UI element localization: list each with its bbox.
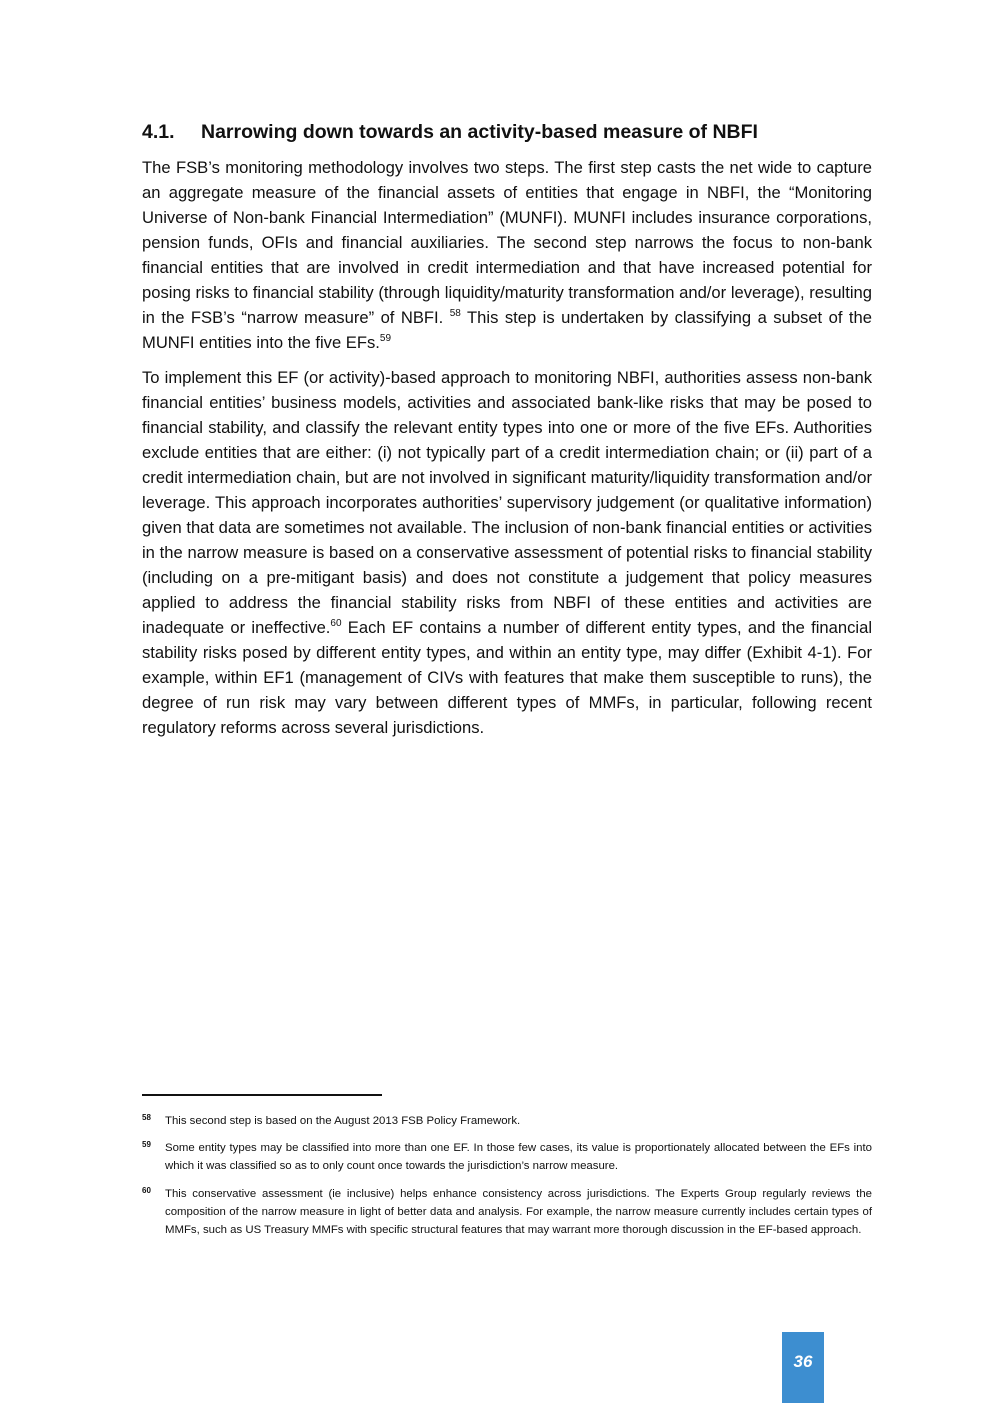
paragraph-1 bbox=[142, 155, 872, 355]
footnote-number: 58 bbox=[142, 1113, 151, 1122]
section-number: 4.1. bbox=[142, 121, 175, 143]
main-content bbox=[142, 118, 872, 750]
page-number: 36 bbox=[793, 1352, 813, 1371]
footnote-ref-58[interactable]: 58 bbox=[449, 308, 461, 319]
section-heading bbox=[142, 118, 872, 146]
page-number-tab bbox=[782, 1332, 824, 1403]
footnote-number: 60 bbox=[142, 1185, 151, 1195]
footnote-text: This conservative assessment (ie inclusive) helps enhance consistency across jurisdictions. The Experts Group regularly reviews the composition of the narrow measure in light of better data and analysis. For example, the narrow measure currently includes certain types of MMFs, such as US Treasury MMFs with specific structural features that may warrant more thorough discussion in the EF-based approach. bbox=[165, 1187, 872, 1237]
section-title: Narrowing down towards an activity-based measure of NBFI bbox=[201, 121, 758, 143]
footnote-58 bbox=[142, 1112, 872, 1130]
footnote-ref-59[interactable]: 59 bbox=[379, 333, 392, 344]
footnote-separator bbox=[142, 1094, 382, 1096]
paragraph-1-text-a: The FSB’s monitoring methodology involves two steps. The first step casts the net wide to capture an aggregate measure of the financial assets of entities that engage in NBFI, the “Monitoring Universe of Non-bank Financial Intermediation” (MUNFI). MUNFI includes insurance corporations, pension funds, OFIs and financial auxiliaries. The second step narrows the focus to non-bank financial entities that are involved in credit intermediation and that have increased potential for posing risks to financial stability (through liquidity/maturity transformation and/or leverage), resulting in the FSB’s “narrow measure” of NBFI. bbox=[142, 158, 872, 327]
footnote-59 bbox=[142, 1139, 872, 1175]
paragraph-2 bbox=[142, 365, 872, 740]
footnote-number: 59 bbox=[142, 1140, 151, 1150]
footnote-text: Some entity types may be classified into more than one EF. In those few cases, its value is proportionately allocated between the EFs into which it was classified so as to only count once towards the jurisdiction’s narrow measure. bbox=[165, 1142, 872, 1173]
paragraph-2-text-a: To implement this EF (or activity)-based approach to monitoring NBFI, authorities assess non-bank financial entities’ business models, activities and associated bank-like risks that may be posed to financial stability, and classify the relevant entity types into one or more of the five EFs. Authorities exclude entities that are either: (i) not typically part of a credit intermediation chain; or (ii) part of a credit intermediation chain, but are not involved in significant maturity/liquidity transformation and/or leverage. This approach incorporates authorities’ supervisory judgement (or qualitative information) given that data are sometimes not available. The inclusion of non-bank financial entities or activities in the narrow measure is based on a conservative assessment of potential risks to financial stability (including on a pre-mitigant basis) and does not constitute a judgement that policy measures applied to address the financial stability risks from NBFI of these entities and activities are inadequate or ineffective. bbox=[142, 368, 872, 637]
paragraph-2-text-b: Each EF contains a number of different entity types, and the financial stability risks posed by different entity types, and within an entity type, may differ (Exhibit 4-1). For example, within EF1 (management of CIVs with features that make them susceptible to runs), the degree of run risk may vary between different types of MMFs, in particular, following recent regulatory reforms across several jurisdictions. bbox=[142, 618, 872, 737]
footnote-text: This second step is based on the August 2013 FSB Policy Framework. bbox=[165, 1115, 521, 1127]
paragraph-1-text-b: This step is undertaken by classifying a subset of the MUNFI entities into the five EFs. bbox=[142, 308, 872, 352]
footnote-60 bbox=[142, 1185, 872, 1240]
footnote-ref-60[interactable]: 60 bbox=[330, 618, 342, 629]
footnotes bbox=[142, 1112, 872, 1248]
